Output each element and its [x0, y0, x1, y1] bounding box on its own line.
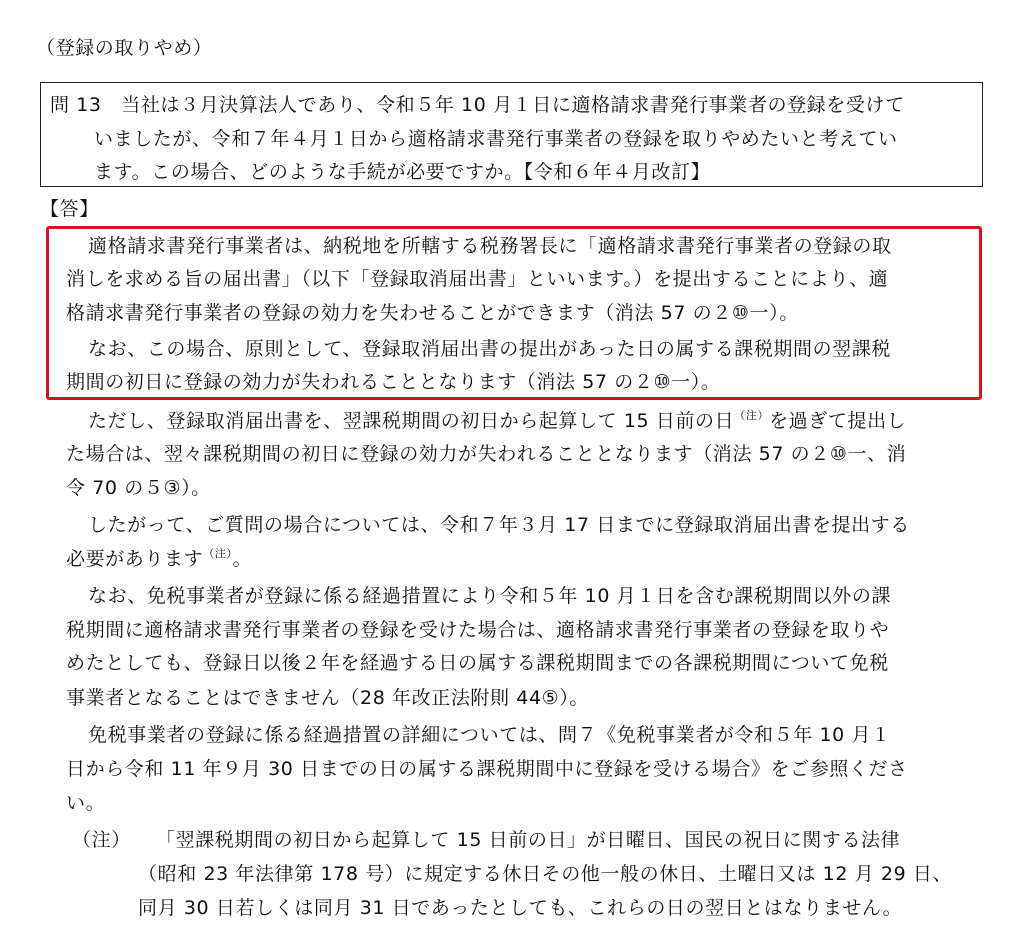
answer-line: 令 70 の５③）。	[66, 477, 211, 499]
question-line: いましたが、令和７年４月１日から適格請求書発行事業者の登録を取りやめたいと考えてい	[94, 128, 898, 150]
section-heading: （登録の取りやめ）	[36, 37, 213, 59]
note-reference: （注）	[734, 409, 770, 422]
answer-line: 免税事業者の登録に係る経過措置の詳細については、問７《免税事業者が令和５年 10 月１	[88, 724, 891, 746]
question-line: 問 13 当社は３月決算法人であり、令和５年 10 月１日に適格請求書発行事業者の登録を受けて	[50, 94, 905, 116]
answer-text: ただし、登録取消届出書を、翌課税期間の初日から起算して 15 日前の日	[88, 410, 735, 432]
answer-line: したがって、ご質問の場合については、令和７年３月 17 日までに登録取消届出書を提出する	[88, 514, 910, 536]
answer-line: 日から令和 11 年９月 30 日までの日の属する課税期間中に登録を受ける場合》をご参照くださ	[66, 758, 908, 780]
answer-text: 必要があります	[66, 548, 204, 570]
answer-text: を過ぎて提出し	[769, 410, 907, 432]
answer-line	[88, 409, 906, 436]
answer-line	[66, 547, 252, 574]
note-line: （昭和 23 年法律第 178 号）に規定する休日その他一般の休日、土曜日又は 12 月 29 日、	[138, 863, 953, 885]
note-line: 同月 30 日若しくは同月 31 日であったとしても、これらの日の翌日とはなりません。	[138, 897, 903, 919]
answer-text: 。	[232, 548, 253, 570]
answer-line: 消しを求める旨の届出書」（以下「登録取消届出書」といいます。）を提出することにより、適	[66, 268, 889, 290]
answer-line: なお、免税事業者が登録に係る経過措置により令和５年 10 月１日を含む課税期間以外の課	[88, 585, 892, 607]
answer-line: 税期間に適格請求書発行事業者の登録を受けた場合は、適格請求書発行事業者の登録を取りや	[66, 619, 890, 641]
answer-line: た場合は、翌々課税期間の初日に登録の効力が失われることとなります（消法 57 の２⑩一、消	[66, 443, 907, 465]
answer-line: なお、この場合、原則として、登録取消届出書の提出があった日の属する課税期間の翌課税	[88, 338, 892, 360]
answer-label: 【答】	[40, 198, 99, 220]
answer-line: 適格請求書発行事業者は、納税地を所轄する税務署長に「適格請求書発行事業者の登録の取	[88, 235, 892, 257]
note-reference: （注）	[203, 547, 233, 560]
answer-line: い。	[66, 792, 106, 814]
note-label: （注）	[72, 829, 131, 851]
answer-line: 事業者となることはできません（28 年改正法附則 44⑤）。	[66, 687, 589, 709]
question-line: ます。この場合、どのような手続が必要ですか。【令和６年４月改訂】	[94, 161, 711, 183]
answer-line: 期間の初日に登録の効力が失われることとなります（消法 57 の２⑩一）。	[66, 371, 721, 393]
answer-line: めたとしても、登録日以後２年を経過する日の属する課税期間までの各課税期間について免税	[66, 652, 889, 674]
note-line: 「翌課税期間の初日から起算して 15 日前の日」が日曜日、国民の祝日に関する法律	[156, 829, 901, 851]
answer-line: 格請求書発行事業者の登録の効力を失わせることができます（消法 57 の２⑩一）。	[66, 302, 799, 324]
